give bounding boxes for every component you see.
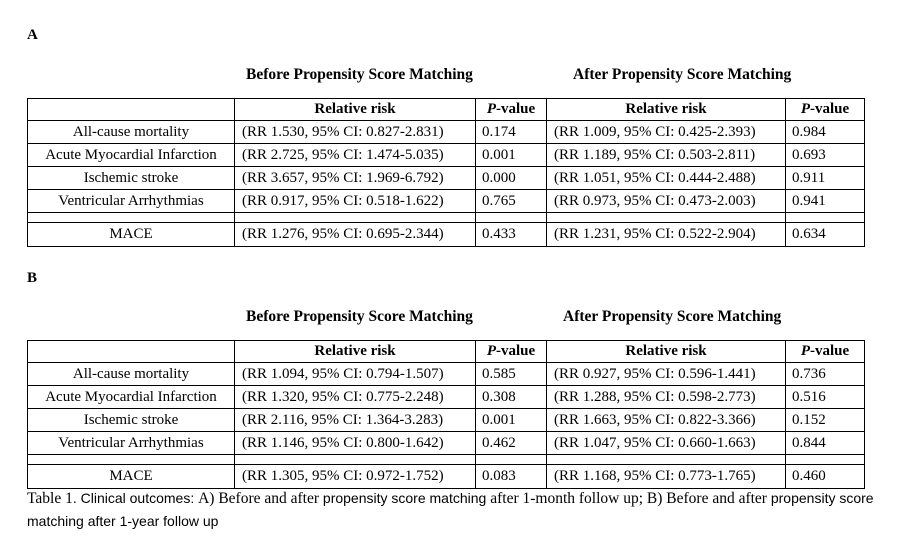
caption-table-number: Table 1 [27,490,73,507]
spacer-cell [28,213,235,223]
outcome-label: All-cause mortality [28,121,235,144]
p-letter: P [800,343,810,359]
spacer-cell [476,213,547,223]
spacer-cell [235,455,476,465]
table-header-row [28,341,865,363]
p-suffix: -value [496,101,536,117]
p-suffix: -value [810,101,850,117]
outcome-label: Ventricular Arrhythmias [28,432,235,455]
header-rr-after: Relative risk [547,341,786,363]
p-before: 0.083 [476,465,547,489]
p-suffix: -value [496,343,536,359]
section-a-header-after: After Propensity Score Matching [573,66,792,83]
outcome-label: Acute Myocardial Infarction [28,144,235,167]
p-after: 0.984 [786,121,865,144]
rr-before: (RR 2.725, 95% CI: 1.474-5.035) [235,144,476,167]
header-blank-cell [28,341,235,363]
table-caption [27,487,887,533]
section-a-table [27,98,865,247]
header-p-before [476,99,547,121]
rr-before: (RR 2.116, 95% CI: 1.364-3.283) [235,409,476,432]
p-after: 0.516 [786,386,865,409]
section-a-label: A [27,27,38,43]
rr-after: (RR 1.047, 95% CI: 0.660-1.663) [547,432,786,455]
rr-after: (RR 1.231, 95% CI: 0.522-2.904) [547,223,786,247]
table-row [28,386,865,409]
caption-text-a: A) Before and after [198,490,323,507]
rr-after: (RR 1.009, 95% CI: 0.425-2.393) [547,121,786,144]
rr-after: (RR 1.051, 95% CI: 0.444-2.488) [547,167,786,190]
p-before: 0.433 [476,223,547,247]
rr-after: (RR 0.927, 95% CI: 0.596-1.441) [547,363,786,386]
table-row [28,121,865,144]
spacer-row [28,455,865,465]
p-after: 0.460 [786,465,865,489]
table-row [28,223,865,247]
rr-before: (RR 1.094, 95% CI: 0.794-1.507) [235,363,476,386]
p-before: 0.001 [476,409,547,432]
header-blank-cell [28,99,235,121]
section-b-header-after: After Propensity Score Matching [563,308,782,325]
header-rr-before: Relative risk [235,341,476,363]
p-letter: P [486,343,496,359]
header-p-after [786,341,865,363]
p-letter: P [800,101,810,117]
spacer-cell [786,213,865,223]
p-before: 0.585 [476,363,547,386]
table-row [28,432,865,455]
rr-after: (RR 1.168, 95% CI: 0.773-1.765) [547,465,786,489]
rr-after: (RR 1.189, 95% CI: 0.503-2.811) [547,144,786,167]
rr-before: (RR 1.276, 95% CI: 0.695-2.344) [235,223,476,247]
outcome-label: All-cause mortality [28,363,235,386]
table-row [28,167,865,190]
outcome-label: Acute Myocardial Infarction [28,386,235,409]
outcome-label: Ventricular Arrhythmias [28,190,235,213]
rr-before: (RR 1.305, 95% CI: 0.972-1.752) [235,465,476,489]
section-b-label: B [27,270,38,286]
table-row [28,465,865,489]
spacer-cell [476,455,547,465]
rr-before: (RR 1.320, 95% CI: 0.775-2.248) [235,386,476,409]
outcome-label: MACE [28,465,235,489]
header-p-before [476,341,547,363]
p-after: 0.941 [786,190,865,213]
rr-after: (RR 0.973, 95% CI: 0.473-2.003) [547,190,786,213]
header-p-after [786,99,865,121]
p-before: 0.000 [476,167,547,190]
outcome-label: Ischemic stroke [28,409,235,432]
spacer-cell [547,213,786,223]
rr-before: (RR 1.146, 95% CI: 0.800-1.642) [235,432,476,455]
header-rr-before: Relative risk [235,99,476,121]
header-rr-after: Relative risk [547,99,786,121]
spacer-cell [786,455,865,465]
section-b-table [27,340,865,489]
caption-text-psm: propensity score matching [322,490,491,506]
p-before: 0.001 [476,144,547,167]
rr-before: (RR 0.917, 95% CI: 0.518-1.622) [235,190,476,213]
p-after: 0.152 [786,409,865,432]
outcome-label: Ischemic stroke [28,167,235,190]
caption-text-b: after 1-month follow up; B) Before and after [490,490,771,507]
rr-before: (RR 1.530, 95% CI: 0.827-2.831) [235,121,476,144]
table-header-row [28,99,865,121]
table-row [28,409,865,432]
table-row [28,363,865,386]
p-suffix: -value [810,343,850,359]
p-after: 0.634 [786,223,865,247]
p-after: 0.844 [786,432,865,455]
caption-label: . Clinical outcomes: [72,490,199,506]
p-before: 0.308 [476,386,547,409]
table-row [28,144,865,167]
p-after: 0.693 [786,144,865,167]
spacer-cell [547,455,786,465]
p-after: 0.736 [786,363,865,386]
p-before: 0.174 [476,121,547,144]
rr-before: (RR 3.657, 95% CI: 1.969-6.792) [235,167,476,190]
p-after: 0.911 [786,167,865,190]
section-a-header-before: Before Propensity Score Matching [246,66,473,83]
section-b-header-before: Before Propensity Score Matching [246,308,473,325]
table-row [28,190,865,213]
spacer-cell [235,213,476,223]
rr-after: (RR 1.288, 95% CI: 0.598-2.773) [547,386,786,409]
spacer-cell [28,455,235,465]
caption-text-end: propensity score matching after 1-year follow up [27,490,874,529]
p-letter: P [486,101,496,117]
rr-after: (RR 1.663, 95% CI: 0.822-3.366) [547,409,786,432]
spacer-row [28,213,865,223]
p-before: 0.765 [476,190,547,213]
outcome-label: MACE [28,223,235,247]
p-before: 0.462 [476,432,547,455]
